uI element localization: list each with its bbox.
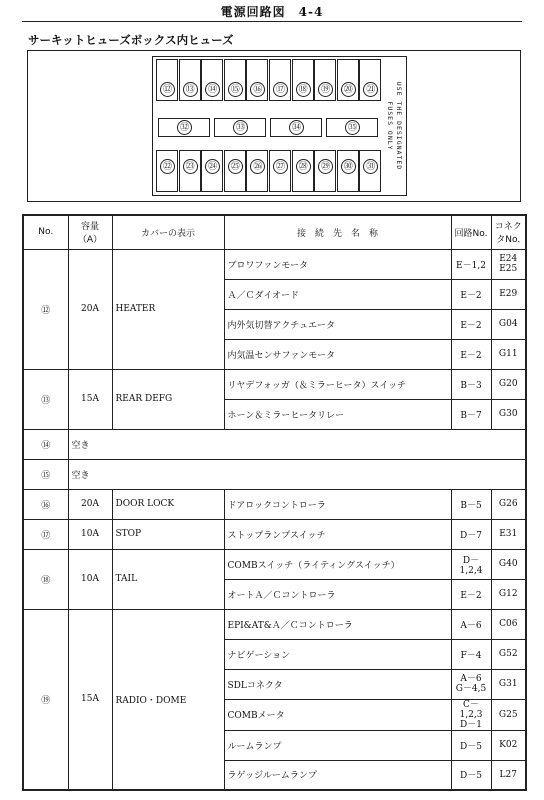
fuse-number: ㉗ bbox=[273, 159, 288, 174]
cell-connector: L27 bbox=[491, 760, 526, 790]
cell-connector: C06 bbox=[491, 609, 526, 639]
cell-connector: E29 bbox=[491, 279, 526, 309]
cell-circuit: E－1,2 bbox=[451, 249, 491, 279]
fuse-slot-bottom bbox=[201, 150, 223, 192]
fuse-no: ⑲ bbox=[41, 695, 51, 706]
header-capacity: 容量（A） bbox=[68, 215, 112, 249]
header-circuit: 回路No. bbox=[451, 215, 491, 249]
cell-empty-slot: 空き bbox=[68, 429, 526, 459]
cell-connector: K02 bbox=[491, 730, 526, 760]
fuse-slot-top bbox=[156, 59, 178, 101]
cell-connector: G04 bbox=[491, 309, 526, 339]
cell-circuit: F－4 bbox=[451, 639, 491, 669]
header-divider bbox=[22, 21, 522, 22]
table-row bbox=[23, 489, 526, 519]
cell-capacity: 15A bbox=[68, 609, 112, 790]
fuse-number: ⑫ bbox=[160, 82, 175, 97]
fuse-number: ⑲ bbox=[318, 82, 333, 97]
cell-circuit: E－2 bbox=[451, 579, 491, 609]
fuse-number: ⑯ bbox=[250, 82, 265, 97]
fuse-slot-bottom bbox=[269, 150, 291, 192]
cell-capacity: 20A bbox=[68, 489, 112, 519]
fuse-slot-top bbox=[179, 59, 201, 101]
cell-circuit: B－3 bbox=[451, 369, 491, 399]
cell-destination: ドアロックコントローラ bbox=[224, 489, 451, 519]
header-cover: カバーの表示 bbox=[112, 215, 224, 249]
cell-fuse-no bbox=[23, 249, 68, 369]
fuse-number: ㉖ bbox=[250, 159, 265, 174]
cell-fuse-no bbox=[23, 609, 68, 790]
fuse-slot-top bbox=[359, 59, 381, 101]
fuse-number: ⑳ bbox=[341, 82, 356, 97]
fuse-number: ㉕ bbox=[228, 159, 243, 174]
cell-fuse-no bbox=[23, 369, 68, 429]
cell-connector: G31 bbox=[491, 669, 526, 699]
cell-destination: EPI&AT&Ａ／Ｃコントローラ bbox=[224, 609, 451, 639]
fuse-number: ㉟ bbox=[345, 120, 360, 135]
fuse-number: ㉒ bbox=[160, 159, 175, 174]
fuse-number: ⑱ bbox=[296, 82, 311, 97]
fuse-no: ⑮ bbox=[41, 470, 51, 481]
cell-cover-label: REAR DEFG bbox=[112, 369, 224, 429]
cell-destination: オートＡ／Ｃコントローラ bbox=[224, 579, 451, 609]
cell-capacity: 10A bbox=[68, 519, 112, 549]
cell-destination: ホーン＆ミラーヒータリレー bbox=[224, 399, 451, 429]
fuse-number: ㉝ bbox=[233, 120, 248, 135]
cell-circuit: E－2 bbox=[451, 309, 491, 339]
section-title: サーキットヒューズボックス内ヒューズ bbox=[28, 33, 234, 47]
table-row bbox=[23, 609, 526, 639]
fuse-slot-bottom bbox=[337, 150, 359, 192]
cell-cover-label: DOOR LOCK bbox=[112, 489, 224, 519]
page-header-title: 電源回路図 4-4 bbox=[220, 5, 324, 19]
cell-connector: G40 bbox=[491, 549, 526, 579]
large-fuse-slot bbox=[214, 118, 266, 137]
cell-circuit: E－2 bbox=[451, 279, 491, 309]
fuse-number: ㉓ bbox=[183, 159, 198, 174]
cell-circuit: A－6 G－4,5 bbox=[451, 669, 491, 699]
cell-fuse-no bbox=[23, 549, 68, 609]
fuse-number: ⑰ bbox=[273, 82, 288, 97]
fusebox-warning-text bbox=[384, 65, 404, 190]
table-row bbox=[23, 459, 526, 489]
cell-connector: G26 bbox=[491, 489, 526, 519]
cell-connector: G30 bbox=[491, 399, 526, 429]
cell-connector: G52 bbox=[491, 639, 526, 669]
cell-fuse-no bbox=[23, 519, 68, 549]
cell-cover-label: RADIO・DOME bbox=[112, 609, 224, 790]
fuse-slot-top bbox=[201, 59, 223, 101]
cell-cover-label: TAIL bbox=[112, 549, 224, 609]
cell-connector: G11 bbox=[491, 339, 526, 369]
fuse-slot-bottom bbox=[359, 150, 381, 192]
header-connector: コネクタNo. bbox=[491, 215, 526, 249]
warning-line-1: USE THE DESIGNATED bbox=[395, 81, 403, 171]
cell-connector: E31 bbox=[491, 519, 526, 549]
fuse-slot-bottom bbox=[246, 150, 268, 192]
cell-cover-label: STOP bbox=[112, 519, 224, 549]
cell-connector: G20 bbox=[491, 369, 526, 399]
cell-circuit: D－1,2,4 bbox=[451, 549, 491, 579]
fuse-number: ㉘ bbox=[296, 159, 311, 174]
fuse-number: ㉙ bbox=[318, 159, 333, 174]
cell-circuit: D－7 bbox=[451, 519, 491, 549]
cell-empty-slot: 空き bbox=[68, 459, 526, 489]
fuse-slot-top bbox=[292, 59, 314, 101]
cell-capacity: 15A bbox=[68, 369, 112, 429]
cell-circuit: B－5 bbox=[451, 489, 491, 519]
cell-destination: 内気温センサファンモータ bbox=[224, 339, 451, 369]
fuse-no: ⑭ bbox=[41, 440, 51, 451]
fuse-slot-bottom bbox=[314, 150, 336, 192]
fuse-slot-bottom bbox=[156, 150, 178, 192]
cell-fuse-no bbox=[23, 459, 68, 489]
fuse-slot-bottom bbox=[292, 150, 314, 192]
cell-circuit: B－7 bbox=[451, 399, 491, 429]
fuse-table-body bbox=[23, 249, 526, 790]
fuse-number: ⑭ bbox=[205, 82, 220, 97]
cell-connector: G12 bbox=[491, 579, 526, 609]
fuse-slot-top bbox=[246, 59, 268, 101]
cell-destination: COMBスイッチ（ライティングスイッチ） bbox=[224, 549, 451, 579]
cell-destination: ストップランプスイッチ bbox=[224, 519, 451, 549]
fuse-number: ㉑ bbox=[363, 82, 378, 97]
cell-fuse-no bbox=[23, 489, 68, 519]
cell-destination: SDLコネクタ bbox=[224, 669, 451, 699]
cell-connector: E24 E25 bbox=[491, 249, 526, 279]
header-no: No. bbox=[23, 215, 68, 249]
fuse-slot-bottom bbox=[179, 150, 201, 192]
fuse-table bbox=[22, 214, 527, 791]
fuse-slot-top bbox=[224, 59, 246, 101]
fuse-number: ㉞ bbox=[289, 120, 304, 135]
table-row bbox=[23, 519, 526, 549]
fuse-slot-top bbox=[337, 59, 359, 101]
cell-destination: ルームランプ bbox=[224, 730, 451, 760]
cell-destination: ブロワファンモータ bbox=[224, 249, 451, 279]
fuse-slot-top bbox=[314, 59, 336, 101]
cell-destination: リヤデフォッガ（＆ミラーヒータ）スイッチ bbox=[224, 369, 451, 399]
fuse-no: ⑰ bbox=[41, 530, 51, 541]
fuse-no: ⑫ bbox=[41, 305, 51, 316]
fuse-no: ⑱ bbox=[41, 575, 51, 586]
cell-destination: Ａ／Ｃダイオード bbox=[224, 279, 451, 309]
table-row bbox=[23, 429, 526, 459]
cell-destination: ラゲッジルームランプ bbox=[224, 760, 451, 790]
fuse-number: ㉛ bbox=[363, 159, 378, 174]
header-destination: 接 続 先 名 称 bbox=[224, 215, 451, 249]
cell-circuit: D－5 bbox=[451, 760, 491, 790]
fuse-slot-top bbox=[269, 59, 291, 101]
cell-capacity: 20A bbox=[68, 249, 112, 369]
cell-capacity: 10A bbox=[68, 549, 112, 609]
fuse-slot-bottom bbox=[224, 150, 246, 192]
large-fuse-slot bbox=[326, 118, 378, 137]
cell-circuit: E－2 bbox=[451, 339, 491, 369]
cell-fuse-no bbox=[23, 429, 68, 459]
cell-cover-label: HEATER bbox=[112, 249, 224, 369]
fuse-number: ⑬ bbox=[183, 82, 198, 97]
large-fuse-slot bbox=[158, 118, 210, 137]
large-fuse-slot bbox=[270, 118, 322, 137]
cell-destination: ナビゲーション bbox=[224, 639, 451, 669]
table-header-row bbox=[23, 215, 526, 249]
fuse-number: ㉜ bbox=[177, 120, 192, 135]
table-row bbox=[23, 249, 526, 279]
fuse-number: ⑮ bbox=[228, 82, 243, 97]
cell-circuit: D－5 bbox=[451, 730, 491, 760]
fuse-no: ⑬ bbox=[41, 395, 51, 406]
cell-destination: 内外気切替アクチュエータ bbox=[224, 309, 451, 339]
cell-circuit: C－1,2,3 D－1 bbox=[451, 699, 491, 730]
fuse-no: ⑯ bbox=[41, 500, 51, 511]
fuse-number: ㉚ bbox=[341, 159, 356, 174]
cell-destination: COMBメータ bbox=[224, 699, 451, 730]
table-row bbox=[23, 369, 526, 399]
cell-connector: G25 bbox=[491, 699, 526, 730]
warning-line-2: FUSES ONLY bbox=[386, 101, 394, 151]
table-row bbox=[23, 549, 526, 579]
fuse-number: ㉔ bbox=[205, 159, 220, 174]
cell-circuit: A－6 bbox=[451, 609, 491, 639]
